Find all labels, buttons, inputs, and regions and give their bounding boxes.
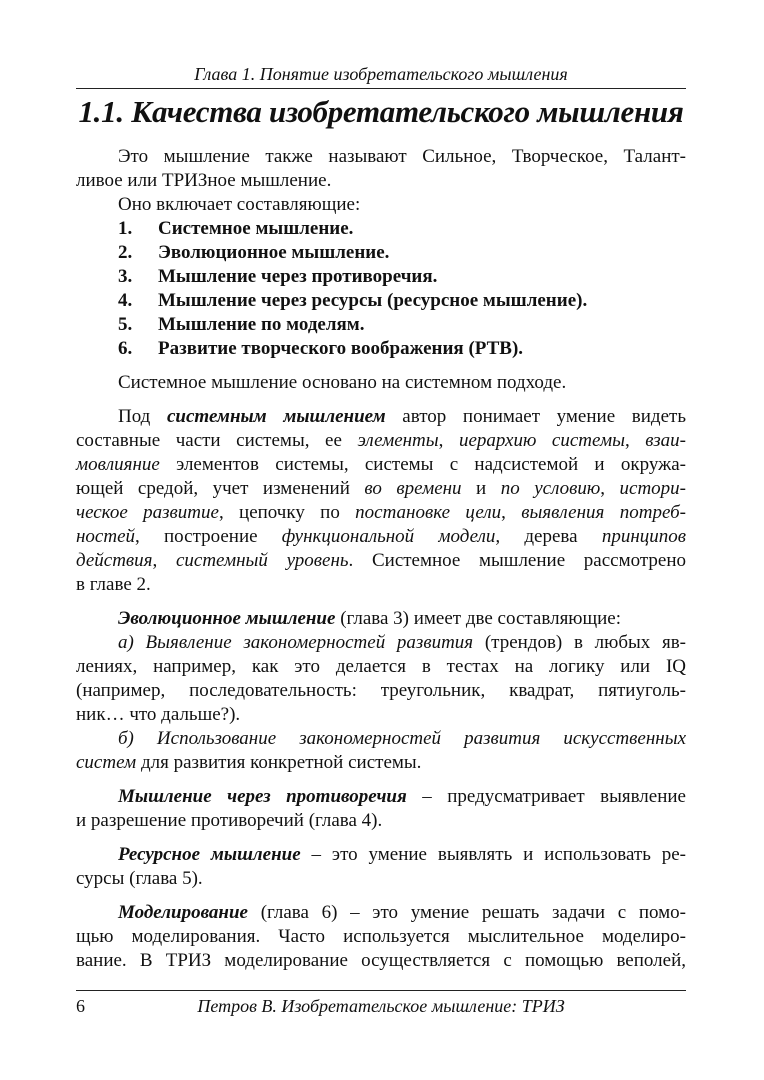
emphasized-text: выявления потреб- xyxy=(521,502,687,523)
text-run: (глава 3) имеет две составляющие: xyxy=(335,608,622,629)
text-run: (глава 6) – это умение решать задачи с помо- xyxy=(248,902,686,923)
emphasized-text: системным мышлением xyxy=(167,406,386,427)
emphasized-text: иерархию системы xyxy=(458,430,625,451)
text-line xyxy=(76,809,686,833)
text-line xyxy=(76,703,686,727)
paragraph xyxy=(76,843,686,891)
paragraph xyxy=(76,901,686,973)
emphasized-text: а) Выявление закономерностей развития xyxy=(118,632,474,653)
text-run: и разрешение противоречий (глава 4). xyxy=(76,810,383,831)
text-line xyxy=(76,549,686,573)
list-text: Мышление через ресурсы (ресурсное мышление). xyxy=(158,290,588,311)
text-line xyxy=(76,751,686,775)
emphasized-text: Моделирование xyxy=(118,902,248,923)
emphasized-text: Ресурсное мышление xyxy=(118,844,301,865)
paragraph xyxy=(76,607,686,631)
text-run: (например, последовательность: треугольник, квадрат, пятиуголь- xyxy=(76,680,686,701)
text-line xyxy=(76,371,686,395)
text-line xyxy=(76,785,686,809)
text-run: лениях, например, как это делается в тестах на логику или IQ xyxy=(76,656,686,677)
emphasized-text: б) Использование закономерностей развития искусственных xyxy=(118,728,686,749)
text-run: , xyxy=(438,430,459,451)
emphasized-text: ческое развитие xyxy=(76,502,219,523)
text-run: Системное мышление основано на системном подходе. xyxy=(118,372,567,393)
text-run: для развития конкретной системы. xyxy=(136,752,422,773)
emphasized-text: Эволюционное мышление xyxy=(118,608,336,629)
text-line xyxy=(76,655,686,679)
text-run: – это умение выявлять и использовать ре- xyxy=(300,844,687,865)
text-line xyxy=(76,901,686,925)
list-item xyxy=(76,313,686,337)
text-line xyxy=(76,843,686,867)
text-line xyxy=(76,679,686,703)
emphasized-text: действия xyxy=(76,550,153,571)
text-run: щью моделирования. Часто используется мыслительное моделиро- xyxy=(76,926,686,947)
text-run: элементов системы, системы с надсистемой и окружа- xyxy=(159,454,686,475)
text-run: , цепочку по xyxy=(218,502,356,523)
text-line xyxy=(76,169,686,193)
list-item xyxy=(76,289,686,313)
list-item xyxy=(76,265,686,289)
emphasized-text: Мышление через противоречия xyxy=(118,786,407,807)
list-text: Мышление через противоречия. xyxy=(158,266,438,287)
text-run: , xyxy=(501,502,522,523)
text-line xyxy=(76,631,686,655)
text-section xyxy=(76,901,686,973)
text-run: сурсы (глава 5). xyxy=(76,868,203,889)
running-header: Глава 1. Понятие изобретательского мышления xyxy=(194,64,568,84)
text-run: , xyxy=(624,430,646,451)
text-section xyxy=(76,145,686,361)
list-text: Системное мышление. xyxy=(158,218,354,239)
text-line xyxy=(76,525,686,549)
paragraph xyxy=(76,193,686,217)
list-number: 1. xyxy=(118,218,133,239)
text-run: вание. В ТРИЗ моделирование осуществляется с помощью веполей, xyxy=(76,950,686,971)
emphasized-text: принципов xyxy=(601,526,686,547)
text-run: ющей средой, учет изменений xyxy=(76,478,365,499)
paragraph xyxy=(76,631,686,727)
emphasized-text: ностей xyxy=(76,526,136,547)
text-run: , xyxy=(152,550,176,571)
list-number: 4. xyxy=(118,290,133,311)
text-line xyxy=(76,949,686,973)
list-text: Развитие творческого воображения (РТВ). xyxy=(158,338,524,359)
text-run: дерева xyxy=(500,526,602,547)
text-run: (трендов) в любых яв- xyxy=(473,632,687,653)
emphasized-text: систем xyxy=(76,752,137,773)
text-run: и xyxy=(461,478,501,499)
emphasized-text: мовлияние xyxy=(76,454,160,475)
text-line xyxy=(76,607,686,631)
paragraph xyxy=(76,727,686,775)
text-run: . Системное мышление рассмотрено xyxy=(348,550,687,571)
emphasized-text: по условию xyxy=(500,478,601,499)
text-run: автор понимает умение видеть xyxy=(385,406,686,427)
list-number: 2. xyxy=(118,242,133,263)
page-number: 6 xyxy=(76,996,85,1016)
text-line xyxy=(76,429,686,453)
text-line xyxy=(76,573,686,597)
section-title: 1.1. Качества изобретательского мышления xyxy=(78,94,684,129)
text-run: Оно включает составляющие: xyxy=(118,194,361,215)
paragraph xyxy=(76,371,686,395)
text-run: ник… что дальше?). xyxy=(76,704,241,725)
text-line xyxy=(76,727,686,751)
text-line xyxy=(76,453,686,477)
emphasized-text: функциональной модели, xyxy=(281,526,501,547)
list-number: 6. xyxy=(118,338,133,359)
emphasized-text: системный уровень xyxy=(175,550,349,571)
text-line xyxy=(76,925,686,949)
text-run: Это мышление также называют Сильное, Творческое, Талант- xyxy=(118,146,686,167)
text-section xyxy=(76,785,686,833)
emphasized-text: элементы xyxy=(357,430,439,451)
page-body xyxy=(76,145,686,983)
text-line xyxy=(76,405,686,429)
list-text: Эволюционное мышление. xyxy=(158,242,390,263)
text-line xyxy=(76,145,686,169)
paragraph xyxy=(76,145,686,193)
footer-book-title: Петров В. Изобретательское мышление: ТРИЗ xyxy=(197,996,565,1016)
list-number: 3. xyxy=(118,266,133,287)
header-rule xyxy=(76,88,686,89)
text-line xyxy=(76,193,686,217)
text-run: в главе 2. xyxy=(76,574,151,595)
text-line xyxy=(76,501,686,525)
list-text: Мышление по моделям. xyxy=(158,314,365,335)
text-run: составные части системы, ее xyxy=(76,430,358,451)
text-section xyxy=(76,371,686,395)
list-item xyxy=(76,337,686,361)
text-line xyxy=(76,867,686,891)
text-section xyxy=(76,607,686,775)
list-item xyxy=(76,217,686,241)
text-run: , построение xyxy=(135,526,282,547)
text-run: ливое или ТРИЗное мышление. xyxy=(76,170,332,191)
text-line xyxy=(76,477,686,501)
list-number: 5. xyxy=(118,314,133,335)
text-run: , xyxy=(600,478,620,499)
text-run: Под xyxy=(118,406,167,427)
text-section xyxy=(76,405,686,597)
emphasized-text: постановке цели xyxy=(355,502,502,523)
emphasized-text: во времени xyxy=(364,478,462,499)
text-section xyxy=(76,843,686,891)
footer-rule xyxy=(76,990,686,991)
text-run: – предусматривает выявление xyxy=(406,786,686,807)
paragraph xyxy=(76,785,686,833)
list-item xyxy=(76,241,686,265)
emphasized-text: взаи- xyxy=(645,430,687,451)
emphasized-text: истори- xyxy=(619,478,686,499)
paragraph xyxy=(76,405,686,597)
